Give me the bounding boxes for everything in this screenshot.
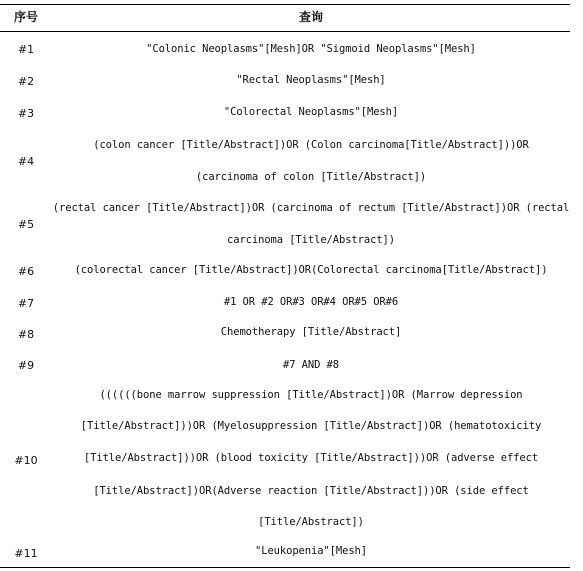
- query-line: #7 AND #8: [283, 359, 339, 371]
- query-line: (rectal cancer [Title/Abstract])OR (carcinoma of rectum [Title/Abstract])OR (rectal: [52, 202, 570, 214]
- row-number: #2: [17, 75, 35, 88]
- query-line: [Title/Abstract]))OR (Myelosuppression [Title/Abstract])OR (hematotoxicity: [80, 420, 542, 432]
- row-number: #4: [17, 155, 35, 168]
- query-line: Chemotherapy [Title/Abstract]: [220, 326, 402, 338]
- query-line: [Title/Abstract])OR(Adverse reaction [Title/Abstract]))OR (side effect: [93, 485, 529, 497]
- column-header-number: 序号: [14, 10, 39, 24]
- row-number: #9: [17, 359, 35, 372]
- row-number: #7: [17, 297, 35, 310]
- query-line: "Colonic Neoplasms"[Mesh]OR "Sigmoid Neoplasms"[Mesh]: [146, 43, 476, 55]
- table-bottom-rule: [0, 567, 570, 568]
- row-number: #10: [14, 454, 38, 467]
- query-line: "Leukopenia"[Mesh]: [255, 545, 367, 557]
- table-row: [0, 99, 570, 127]
- table-row: [0, 289, 570, 317]
- header-separator-rule: [0, 31, 570, 32]
- row-number: #3: [17, 107, 35, 120]
- table-row: [0, 131, 570, 193]
- row-number: #11: [14, 547, 38, 560]
- table-row: [0, 67, 570, 95]
- table-row: [0, 538, 570, 566]
- row-number: #1: [17, 43, 35, 56]
- table-row: [0, 351, 570, 379]
- query-line: [Title/Abstract]))OR (blood toxicity [Title/Abstract]))OR (adverse effect: [83, 452, 539, 464]
- query-line: "Colorectal Neoplasms"[Mesh]: [223, 106, 399, 118]
- query-line: #1 OR #2 OR#3 OR#4 OR#5 OR#6: [223, 296, 399, 308]
- table-row: [0, 194, 570, 256]
- query-line: (colon cancer [Title/Abstract])OR (Colon carcinoma[Title/Abstract]))OR: [93, 139, 529, 151]
- table-row: [0, 319, 570, 347]
- table-row: [0, 382, 570, 538]
- query-line: carcinoma [Title/Abstract]): [227, 234, 395, 246]
- query-line: (carcinoma of colon [Title/Abstract]): [195, 171, 427, 183]
- column-header-query: 查询: [298, 10, 323, 24]
- table-row: [0, 257, 570, 285]
- row-number: #8: [17, 328, 35, 341]
- row-number: #5: [17, 218, 35, 231]
- query-line: ((((((bone marrow suppression [Title/Abstract])OR (Marrow depression: [99, 389, 523, 401]
- query-line: (colorectal cancer [Title/Abstract])OR(Colorectal carcinoma[Title/Abstract]): [74, 264, 548, 276]
- row-number: #6: [17, 265, 35, 278]
- query-line: "Rectal Neoplasms"[Mesh]: [236, 74, 386, 86]
- query-line: [Title/Abstract]): [258, 516, 364, 528]
- table-row: [0, 36, 570, 64]
